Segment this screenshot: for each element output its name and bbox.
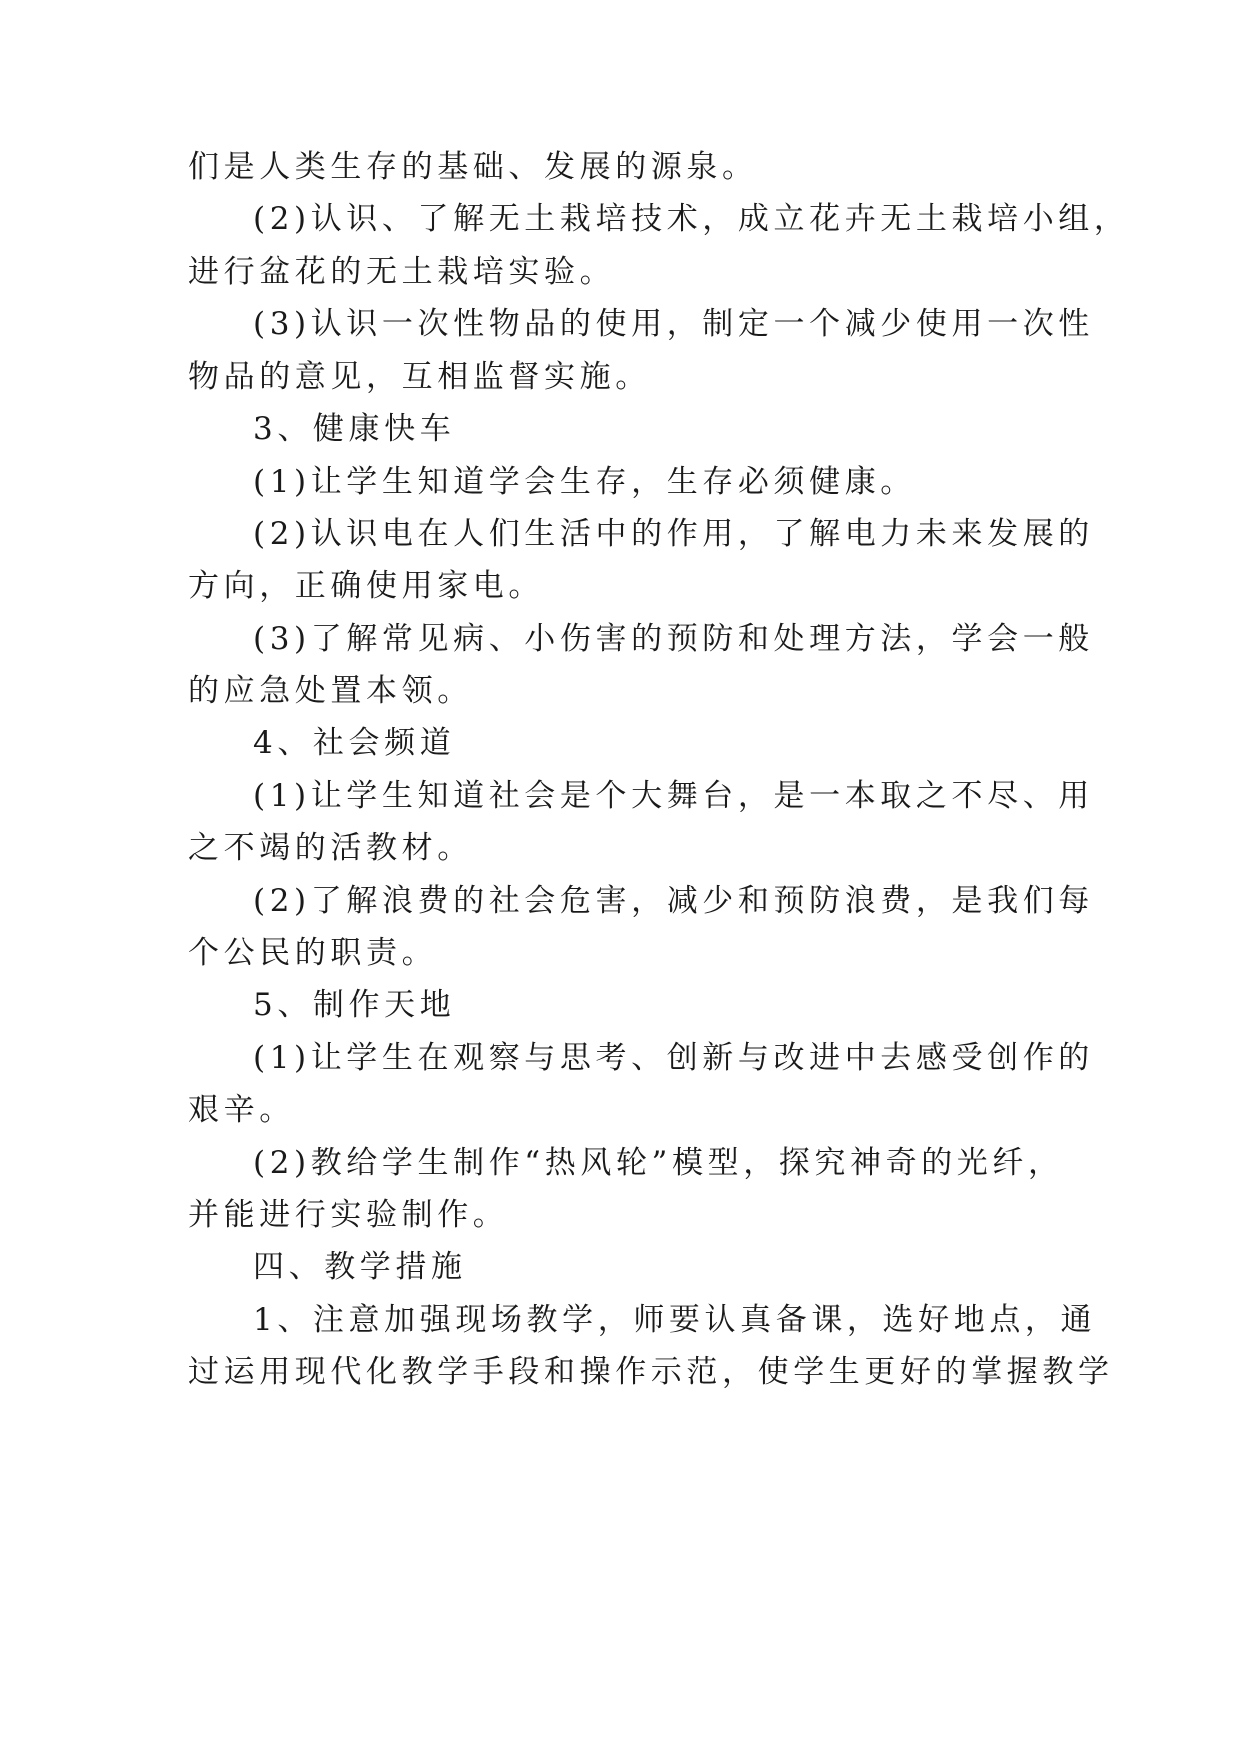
text-line: 方向，正确使用家电。 bbox=[188, 568, 544, 604]
text-line: 们是人类生存的基础、发展的源泉。 bbox=[188, 149, 758, 185]
text-line: (3)认识一次性物品的使用，制定一个减少使用一次性 bbox=[253, 306, 1094, 342]
text-line: 个公民的职责。 bbox=[188, 935, 438, 971]
section-heading: 4、社会频道 bbox=[253, 725, 456, 761]
text-line: (1)让学生在观察与思考、创新与改进中去感受创作的 bbox=[253, 1040, 1094, 1076]
text-line: (1)让学生知道学会生存，生存必须健康。 bbox=[253, 464, 916, 500]
text-line: 并能进行实验制作。 bbox=[188, 1197, 509, 1233]
text-line: (3)了解常见病、小伤害的预防和处理方法，学会一般 bbox=[253, 621, 1094, 657]
section-heading: 四、教学措施 bbox=[253, 1249, 467, 1285]
text-line: (2)认识、了解无土栽培技术，成立花卉无土栽培小组， bbox=[253, 201, 1130, 237]
text-line: 之不竭的活教材。 bbox=[188, 830, 473, 866]
text-line: 进行盆花的无土栽培实验。 bbox=[188, 254, 616, 290]
text-line: 艰辛。 bbox=[188, 1092, 295, 1128]
text-line: 1、注意加强现场教学，师要认真备课，选好地点，通 bbox=[253, 1302, 1097, 1338]
section-heading: 3、健康快车 bbox=[253, 411, 456, 447]
section-heading: 5、制作天地 bbox=[253, 987, 456, 1023]
text-line: 物品的意见，互相监督实施。 bbox=[188, 359, 651, 395]
text-line: 过运用现代化教学手段和操作示范，使学生更好的掌握教学 bbox=[188, 1354, 1114, 1390]
text-line: (2)教给学生制作“热风轮”模型，探究神奇的光纤， bbox=[253, 1145, 1064, 1181]
text-line: (1)让学生知道社会是个大舞台，是一本取之不尽、用 bbox=[253, 778, 1094, 814]
text-line: (2)认识电在人们生活中的作用，了解电力未来发展的 bbox=[253, 516, 1094, 552]
text-line: (2)了解浪费的社会危害，减少和预防浪费，是我们每 bbox=[253, 883, 1094, 919]
text-line: 的应急处置本领。 bbox=[188, 673, 473, 709]
